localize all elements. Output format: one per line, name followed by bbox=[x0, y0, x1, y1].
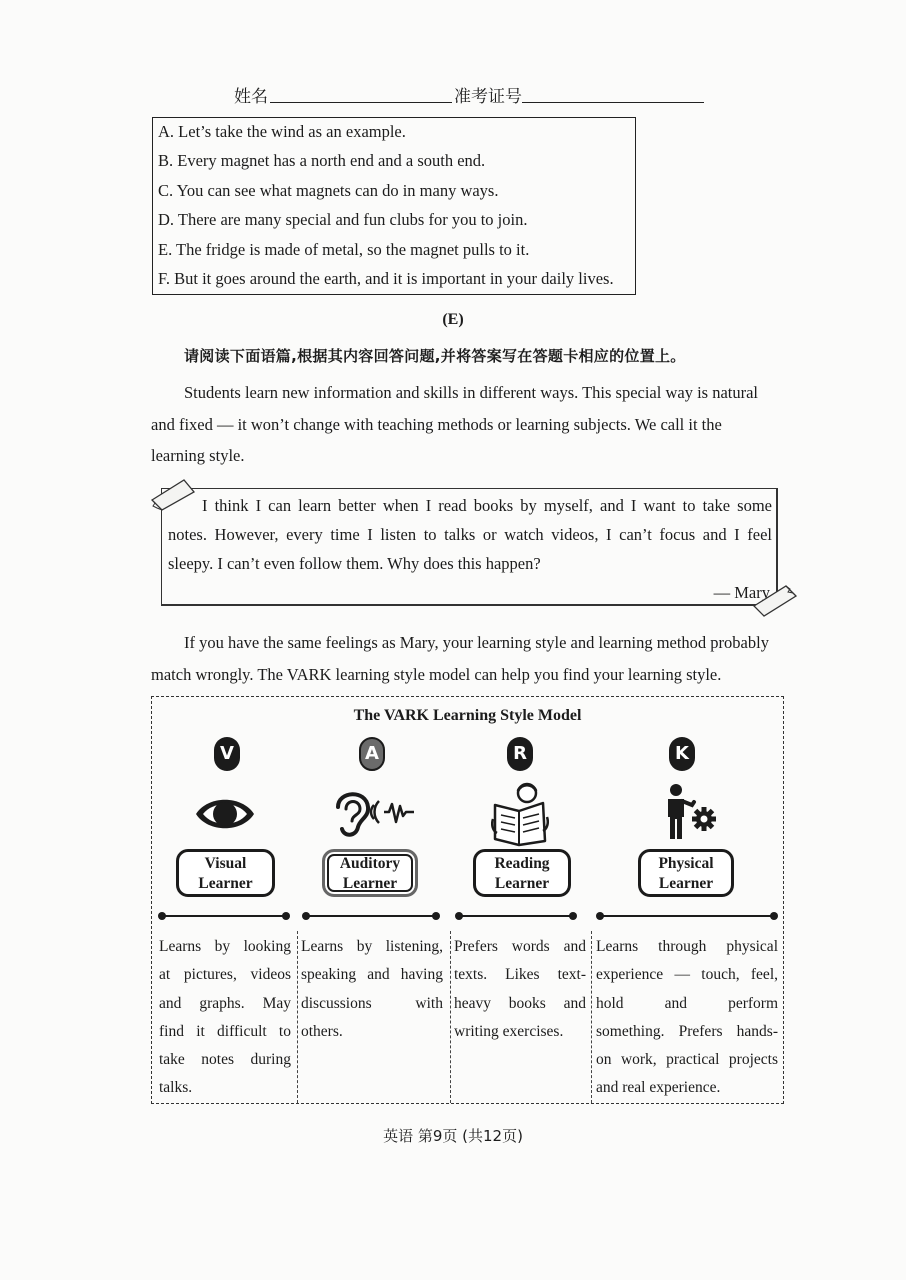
visual-desc-2: at pictures, videos bbox=[159, 966, 291, 984]
option-f: F. But it goes around the earth, and it is important in your daily lives. bbox=[158, 269, 614, 288]
vark-column-physical bbox=[592, 697, 783, 1103]
quote-line-3: sleepy. I can’t even follow them. Why does this happen? bbox=[168, 554, 541, 573]
reading-label-line2: Learner bbox=[494, 875, 550, 892]
physical-desc-4: something. Prefers hands- bbox=[596, 1022, 778, 1040]
option-a: A. Let’s take the wind as an example. bbox=[158, 122, 406, 141]
reading-person-icon bbox=[491, 781, 549, 847]
visual-desc-1: Learns by looking bbox=[159, 938, 291, 955]
reading-learner-label bbox=[473, 849, 571, 897]
name-blank-line bbox=[270, 102, 452, 103]
physical-label-line1: Physical bbox=[658, 855, 714, 872]
reading-desc-1: Prefers words and bbox=[454, 938, 586, 955]
letter-k-badge: K bbox=[669, 737, 695, 771]
auditory-desc-4: others. bbox=[301, 1022, 343, 1040]
auditory-label-line2: Learner bbox=[342, 875, 398, 892]
visual-desc-3: and graphs. May bbox=[159, 994, 291, 1012]
ear-icon bbox=[332, 785, 416, 841]
second-line-2: match wrongly. The VARK learning style model can help you find your learning style. bbox=[151, 664, 722, 684]
vark-column-auditory bbox=[298, 697, 449, 1103]
auditory-timeline bbox=[302, 912, 440, 920]
physical-desc-3: hold and perform bbox=[596, 994, 778, 1012]
visual-learner-label bbox=[176, 849, 275, 897]
auditory-description bbox=[301, 933, 443, 1046]
quote-line-1: I think I can learn better when I read books by myself, and I want to take some bbox=[202, 496, 772, 515]
auditory-learner-label bbox=[322, 849, 418, 897]
quote-line-2: notes. However, every time I listen to talks or watch videos, I can’t focus and I feel bbox=[168, 525, 772, 544]
physical-timeline bbox=[596, 912, 778, 920]
quote-signature: — Mary bbox=[713, 583, 770, 602]
physical-desc-6: and real experience. bbox=[596, 1079, 721, 1097]
vark-model-box bbox=[151, 696, 784, 1104]
visual-label-line1: Visual bbox=[204, 855, 247, 872]
visual-timeline bbox=[158, 912, 290, 920]
letter-r-badge: R bbox=[507, 737, 533, 771]
mary-quote-note bbox=[161, 488, 778, 606]
options-box bbox=[152, 117, 636, 295]
auditory-desc-3: discussions with bbox=[301, 994, 443, 1012]
auditory-desc-1: Learns by listening, bbox=[301, 938, 443, 955]
tape-bottom-right-icon bbox=[752, 584, 798, 618]
exam-id-label: 准考证号 bbox=[454, 87, 522, 106]
option-b: B. Every magnet has a north end and a south end. bbox=[158, 151, 486, 170]
auditory-label-line1: Auditory bbox=[339, 855, 401, 872]
vark-title: The VARK Learning Style Model bbox=[353, 707, 582, 724]
intro-paragraph bbox=[151, 377, 783, 472]
physical-desc-5: on work, practical projects bbox=[596, 1051, 778, 1069]
visual-desc-4: find it difficult to bbox=[159, 1022, 291, 1040]
page-footer: 英语 第9页 (共12页) bbox=[383, 1127, 523, 1145]
person-gear-icon bbox=[662, 783, 718, 841]
physical-desc-1: Learns through physical bbox=[596, 938, 778, 955]
exam-id-blank-line bbox=[522, 102, 704, 103]
section-label: (E) bbox=[442, 311, 464, 328]
letter-v-badge: V bbox=[214, 737, 240, 771]
visual-desc-6: talks. bbox=[159, 1079, 193, 1097]
reading-timeline bbox=[455, 912, 577, 920]
physical-label-line2: Learner bbox=[658, 875, 714, 892]
candidate-header bbox=[234, 82, 714, 108]
physical-learner-label bbox=[638, 849, 734, 897]
option-e: E. The fridge is made of metal, so the magnet pulls to it. bbox=[158, 240, 530, 259]
option-c: C. You can see what magnets can do in many ways. bbox=[158, 181, 499, 200]
section-instruction: 请阅读下面语篇,根据其内容回答问题,并将答案写在答题卡相应的位置上。 bbox=[184, 347, 686, 365]
reading-label-line1: Reading bbox=[494, 855, 550, 872]
intro-line-3: learning style. bbox=[151, 446, 245, 465]
physical-desc-2: experience — touch, feel, bbox=[596, 966, 778, 984]
visual-label-line2: Learner bbox=[198, 875, 253, 892]
second-paragraph bbox=[151, 627, 783, 690]
visual-desc-5: take notes during bbox=[159, 1051, 291, 1069]
reading-desc-2: texts. Likes text- bbox=[454, 966, 586, 984]
second-line-1: If you have the same feelings as Mary, your learning style and learning method probably bbox=[184, 633, 769, 652]
tape-top-left-icon bbox=[150, 478, 196, 512]
letter-a-badge: A bbox=[359, 737, 385, 771]
intro-line-2: and fixed — it won’t change with teaching methods or learning subjects. We call it the bbox=[151, 414, 722, 434]
vark-column-reading bbox=[451, 697, 591, 1103]
intro-line-1: Students learn new information and skills in different ways. This special way is natural bbox=[184, 383, 759, 402]
reading-desc-4: writing exercises. bbox=[454, 1022, 564, 1040]
vark-column-visual bbox=[152, 697, 298, 1103]
eye-icon bbox=[194, 793, 256, 835]
visual-description bbox=[159, 933, 291, 1103]
auditory-desc-2: speaking and having bbox=[301, 966, 443, 984]
name-label: 姓名 bbox=[234, 87, 268, 106]
reading-desc-3: heavy books and bbox=[454, 994, 586, 1012]
reading-description bbox=[454, 933, 586, 1046]
physical-description bbox=[596, 933, 778, 1103]
option-d: D. There are many special and fun clubs for you to join. bbox=[158, 210, 528, 229]
